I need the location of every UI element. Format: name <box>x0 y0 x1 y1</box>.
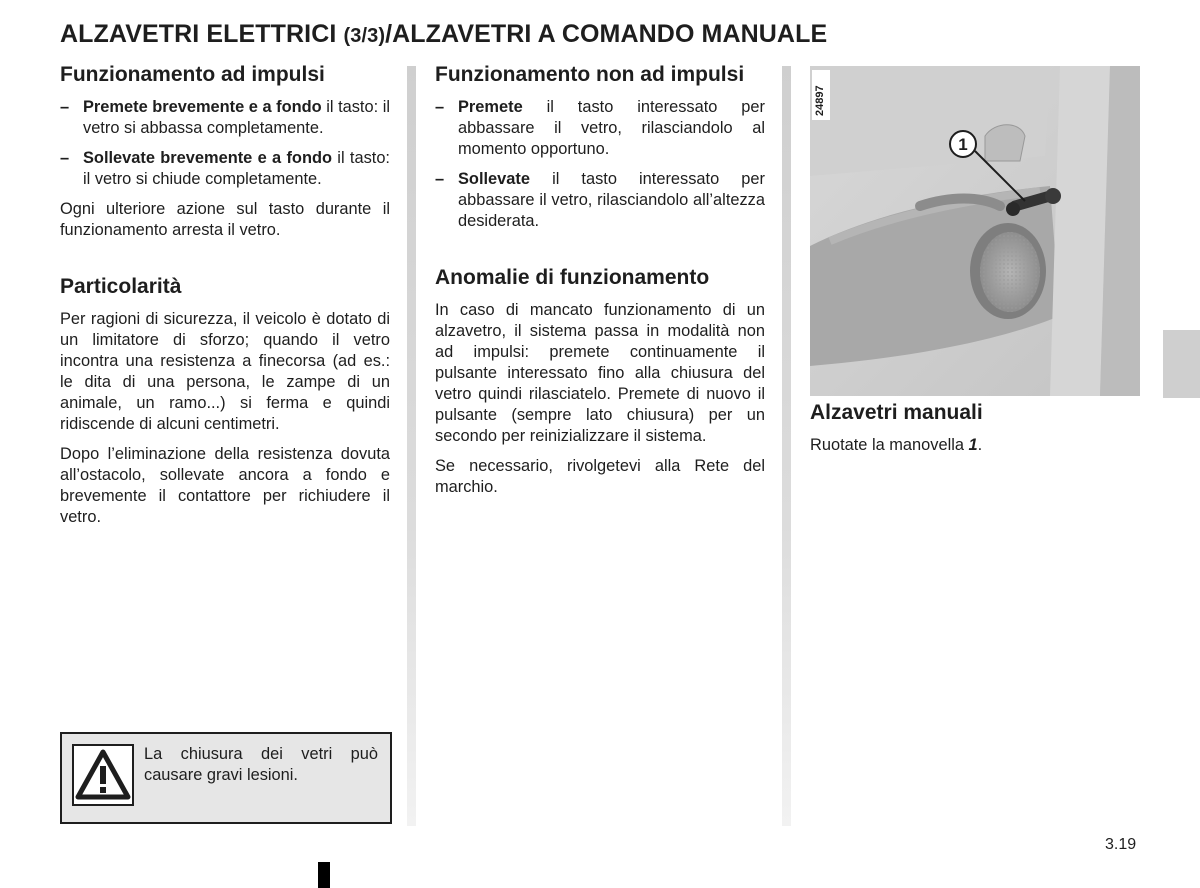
column-left <box>60 62 390 537</box>
page-title <box>60 20 827 49</box>
title-part-index: (3/3) <box>343 25 386 47</box>
list-item-bold: Premete brevemente e a fondo <box>83 98 322 116</box>
list-item-text: il tasto interessato per abbassare il vetro, rilasciandolo al momento opportuno. <box>458 98 765 158</box>
title-part-second: /ALZAVETRI A COMANDO MANUALE <box>385 20 828 48</box>
warning-text: La chiusura dei vetri può causare gravi lesioni. <box>144 745 378 784</box>
column-middle <box>435 62 765 507</box>
malfunctions-para-2: Se necessario, rivolgetevi alla Rete del marchio. <box>435 457 765 496</box>
para-text: Ruotate la manovella <box>810 436 969 454</box>
para-end: . <box>977 436 983 454</box>
heading-particularities: Particolarità <box>60 275 182 298</box>
malfunctions-para-1: In caso di mancato funzionamento di un alzavetro, il sistema passa in modalità non ad impulsi: premete continuamente il pulsante interessato fino alla chiusura del vetro quindi rilasciatelo. Premete di nuovo il pulsante (sempre lato chiusura) per un secondo per reinizializzare il sistema. <box>435 301 765 445</box>
image-code-text: 24897 <box>814 85 826 116</box>
warning-box <box>60 732 392 824</box>
page-number: 3.19 <box>1105 836 1137 853</box>
list-item: – Premete il tasto interessato per abbassare il vetro, rilasciandolo al momento opportuno. <box>435 98 765 158</box>
heading-impulse-operation: Funzionamento ad impulsi <box>60 63 325 86</box>
list-item-text: il tasto interessato per abbassare il vetro, rilasciandolo all’altezza desiderata. <box>458 170 765 230</box>
particularities-para-1: Per ragioni di sicurezza, il veicolo è dotato di un limitatore di sforzo; quando il vetro incontra una resistenza a finecorsa (ad es.: le dita di una persona, le zampe di un animale, un ramo...) si ferma e quindi ridiscende di alcuni centimetri. <box>60 310 390 433</box>
list-item-text: il tasto: il vetro si abbassa completamente. <box>83 98 390 137</box>
list-item-bold: Sollevate <box>458 170 530 188</box>
warning-triangle-icon <box>72 744 134 806</box>
list-item-text: il tasto: il vetro si chiude completamente. <box>83 149 390 188</box>
column-right <box>810 400 1140 465</box>
list-item-bold: Sollevate brevemente e a fondo <box>83 149 332 167</box>
manual-windows-para <box>810 435 1140 456</box>
list-item: – Sollevate brevemente e a fondo il tasto: il vetro si chiude completamente. <box>60 149 390 188</box>
title-part-main: ALZAVETRI ELETTRICI <box>60 20 337 48</box>
impulse-steps-list <box>60 97 390 190</box>
print-mark <box>318 862 330 888</box>
heading-malfunctions: Anomalie di funzionamento <box>435 266 710 289</box>
heading-manual-windows: Alzavetri manuali <box>810 401 983 424</box>
non-impulse-steps-list <box>435 97 765 232</box>
impulse-note: Ogni ulteriore azione sul tasto durante il funzionamento arresta il vetro. <box>60 200 390 239</box>
chapter-thumb-tab <box>1163 330 1200 398</box>
heading-non-impulse-operation: Funzionamento non ad impulsi <box>435 63 745 86</box>
para-ref: 1 <box>968 436 978 454</box>
callout-number: 1 <box>958 135 968 154</box>
column-separator-2 <box>782 66 791 826</box>
column-separator-1 <box>407 66 416 826</box>
particularities-para-2: Dopo l’eliminazione della resistenza dovuta all’ostacolo, sollevate ancora a fondo e brevemente il contattore per richiudere il vetro. <box>60 445 390 526</box>
list-item: – Sollevate il tasto interessato per abbassare il vetro, rilasciandolo all’altezza desiderata. <box>435 170 765 230</box>
list-item-bold: Premete <box>458 98 523 116</box>
image-code-label <box>812 70 830 120</box>
list-item: – Premete brevemente e a fondo il tasto: il vetro si abbassa completamente. <box>60 98 390 137</box>
door-panel-photo <box>810 66 1140 396</box>
